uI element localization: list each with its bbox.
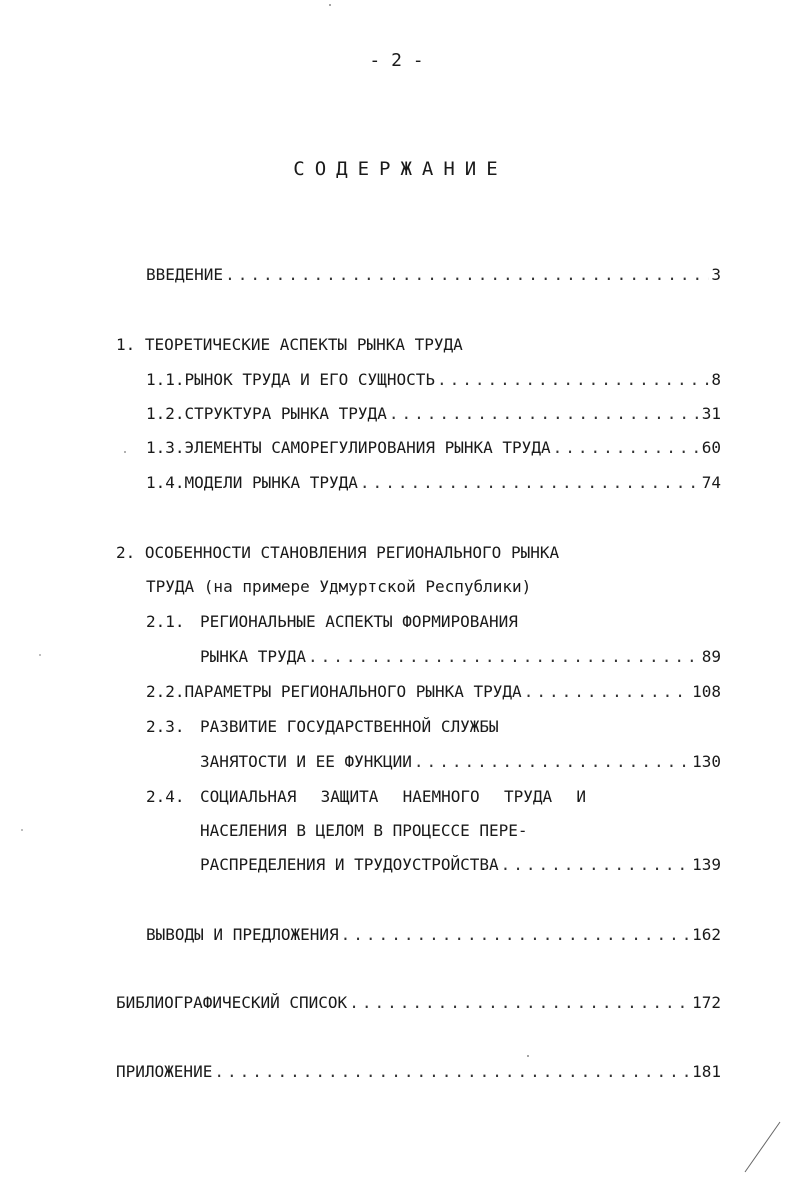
- toc-label: ЗАНЯТОСТИ И ЕЕ ФУНКЦИИ: [200, 752, 412, 771]
- toc-label: РЕГИОНАЛЬНЫЕ АСПЕКТЫ ФОРМИРОВАНИЯ: [200, 612, 518, 631]
- toc-section-number: 1.4.: [146, 473, 185, 492]
- dot-leader: [225, 265, 709, 284]
- dot-leader: [553, 438, 700, 457]
- toc-page-number: 162: [692, 925, 721, 944]
- dot-leader: [308, 647, 700, 666]
- toc-label: РАСПРЕДЕЛЕНИЯ И ТРУДОУСТРОЙСТВА: [200, 855, 499, 874]
- scan-dot-mark: [124, 451, 126, 453]
- scan-line-mark: [745, 1122, 780, 1172]
- toc-page-number: 139: [692, 855, 721, 874]
- toc-page-number: 172: [692, 993, 721, 1012]
- toc-page-number: 31: [701, 404, 721, 423]
- toc-section-number: 1.1.: [146, 370, 185, 389]
- toc-section-number: 2.4.: [146, 787, 185, 806]
- toc-label: ЭЛЕМЕНТЫ САМОРЕГУЛИРОВАНИЯ РЫНКА ТРУДА: [184, 438, 551, 457]
- chapter-2-heading: 2. ОСОБЕННОСТИ СТАНОВЛЕНИЯ РЕГИОНАЛЬНОГО РЫНКА: [116, 543, 560, 562]
- toc-entry-2-2: [146, 682, 721, 701]
- toc-page-number: 60: [701, 438, 721, 457]
- toc-label: [200, 787, 586, 806]
- toc-entry-bibliography: [116, 993, 721, 1012]
- dot-leader: [524, 682, 690, 701]
- toc-section-number: 1.2.: [146, 404, 185, 423]
- toc-label: БИБЛИОГРАФИЧЕСКИЙ СПИСОК: [116, 993, 348, 1012]
- toc-entry-2-4-first-line: [146, 787, 586, 806]
- toc-page-number: 181: [692, 1062, 721, 1081]
- toc-entry-2-1: [200, 647, 721, 666]
- toc-section-number: 1.3.: [146, 438, 185, 457]
- dot-leader: [501, 855, 690, 874]
- dot-leader: [437, 370, 709, 389]
- toc-entry-2-1-first-line: [146, 612, 518, 631]
- toc-page-number: 74: [701, 473, 721, 492]
- toc-page-number: 8: [711, 370, 721, 389]
- toc-entry-2-4-second-line: НАСЕЛЕНИЯ В ЦЕЛОМ В ПРОЦЕССЕ ПЕРЕ-: [200, 821, 528, 840]
- dot-leader: [214, 1062, 690, 1081]
- scan-dot-mark: [329, 4, 331, 6]
- toc-label-word: СОЦИАЛЬНАЯ: [200, 787, 297, 806]
- toc-label: ВЫВОДЫ И ПРЕДЛОЖЕНИЯ: [146, 925, 339, 944]
- toc-section-number: 2.1.: [146, 612, 185, 631]
- toc-label: РЫНКА ТРУДА: [200, 647, 306, 666]
- toc-label-word: И: [576, 787, 586, 806]
- dot-leader: [360, 473, 700, 492]
- toc-page-number: 89: [701, 647, 721, 666]
- toc-page-number: 3: [711, 265, 721, 284]
- toc-entry-1-1: [146, 370, 721, 389]
- scan-dot-mark: [39, 654, 41, 656]
- toc-label-word: НАЕМНОГО: [402, 787, 480, 806]
- document-title: СОДЕРЖАНИЕ: [293, 158, 508, 180]
- toc-entry-conclusions: [146, 925, 721, 944]
- dot-leader: [414, 752, 690, 771]
- dot-leader: [389, 404, 700, 423]
- toc-entry-2-4: [200, 855, 721, 874]
- dot-leader: [349, 993, 690, 1012]
- toc-label: ПРИЛОЖЕНИЕ: [116, 1062, 213, 1081]
- toc-entry-2-3: [200, 752, 721, 771]
- chapter-1-heading: 1. ТЕОРЕТИЧЕСКИЕ АСПЕКТЫ РЫНКА ТРУДА: [116, 335, 463, 354]
- toc-entry-2-3-first-line: [146, 717, 499, 736]
- toc-page-number: 130: [692, 752, 721, 771]
- toc-entry-1-2: [146, 404, 721, 423]
- toc-label: ВВЕДЕНИЕ: [146, 265, 224, 284]
- toc-label: СТРУКТУРА РЫНКА ТРУДА: [184, 404, 387, 423]
- toc-entry-1-4: [146, 473, 721, 492]
- toc-label: РАЗВИТИЕ ГОСУДАРСТВЕННОЙ СЛУЖБЫ: [200, 717, 499, 736]
- toc-label: ПАРАМЕТРЫ РЕГИОНАЛЬНОГО РЫНКА ТРУДА: [184, 682, 522, 701]
- toc-entry-appendix: [116, 1062, 721, 1081]
- toc-label: РЫНОК ТРУДА И ЕГО СУЩНОСТЬ: [184, 370, 435, 389]
- toc-label-word: ТРУДА: [503, 787, 553, 806]
- scan-dot-mark: [527, 1055, 529, 1057]
- toc-page-number: 108: [692, 682, 721, 701]
- toc-label-word: ЗАЩИТА: [320, 787, 379, 806]
- toc-entry-1-3: [146, 438, 721, 457]
- dot-leader: [341, 925, 690, 944]
- toc-section-number: 2.2.: [146, 682, 185, 701]
- scan-dot-mark: [21, 829, 23, 831]
- toc-section-number: 2.3.: [146, 717, 185, 736]
- page-number: - 2 -: [369, 50, 424, 71]
- chapter-2-heading-continued: ТРУДА (на примере Удмуртской Республики): [146, 577, 532, 596]
- toc-entry-intro: [146, 265, 721, 284]
- toc-label: МОДЕЛИ РЫНКА ТРУДА: [184, 473, 358, 492]
